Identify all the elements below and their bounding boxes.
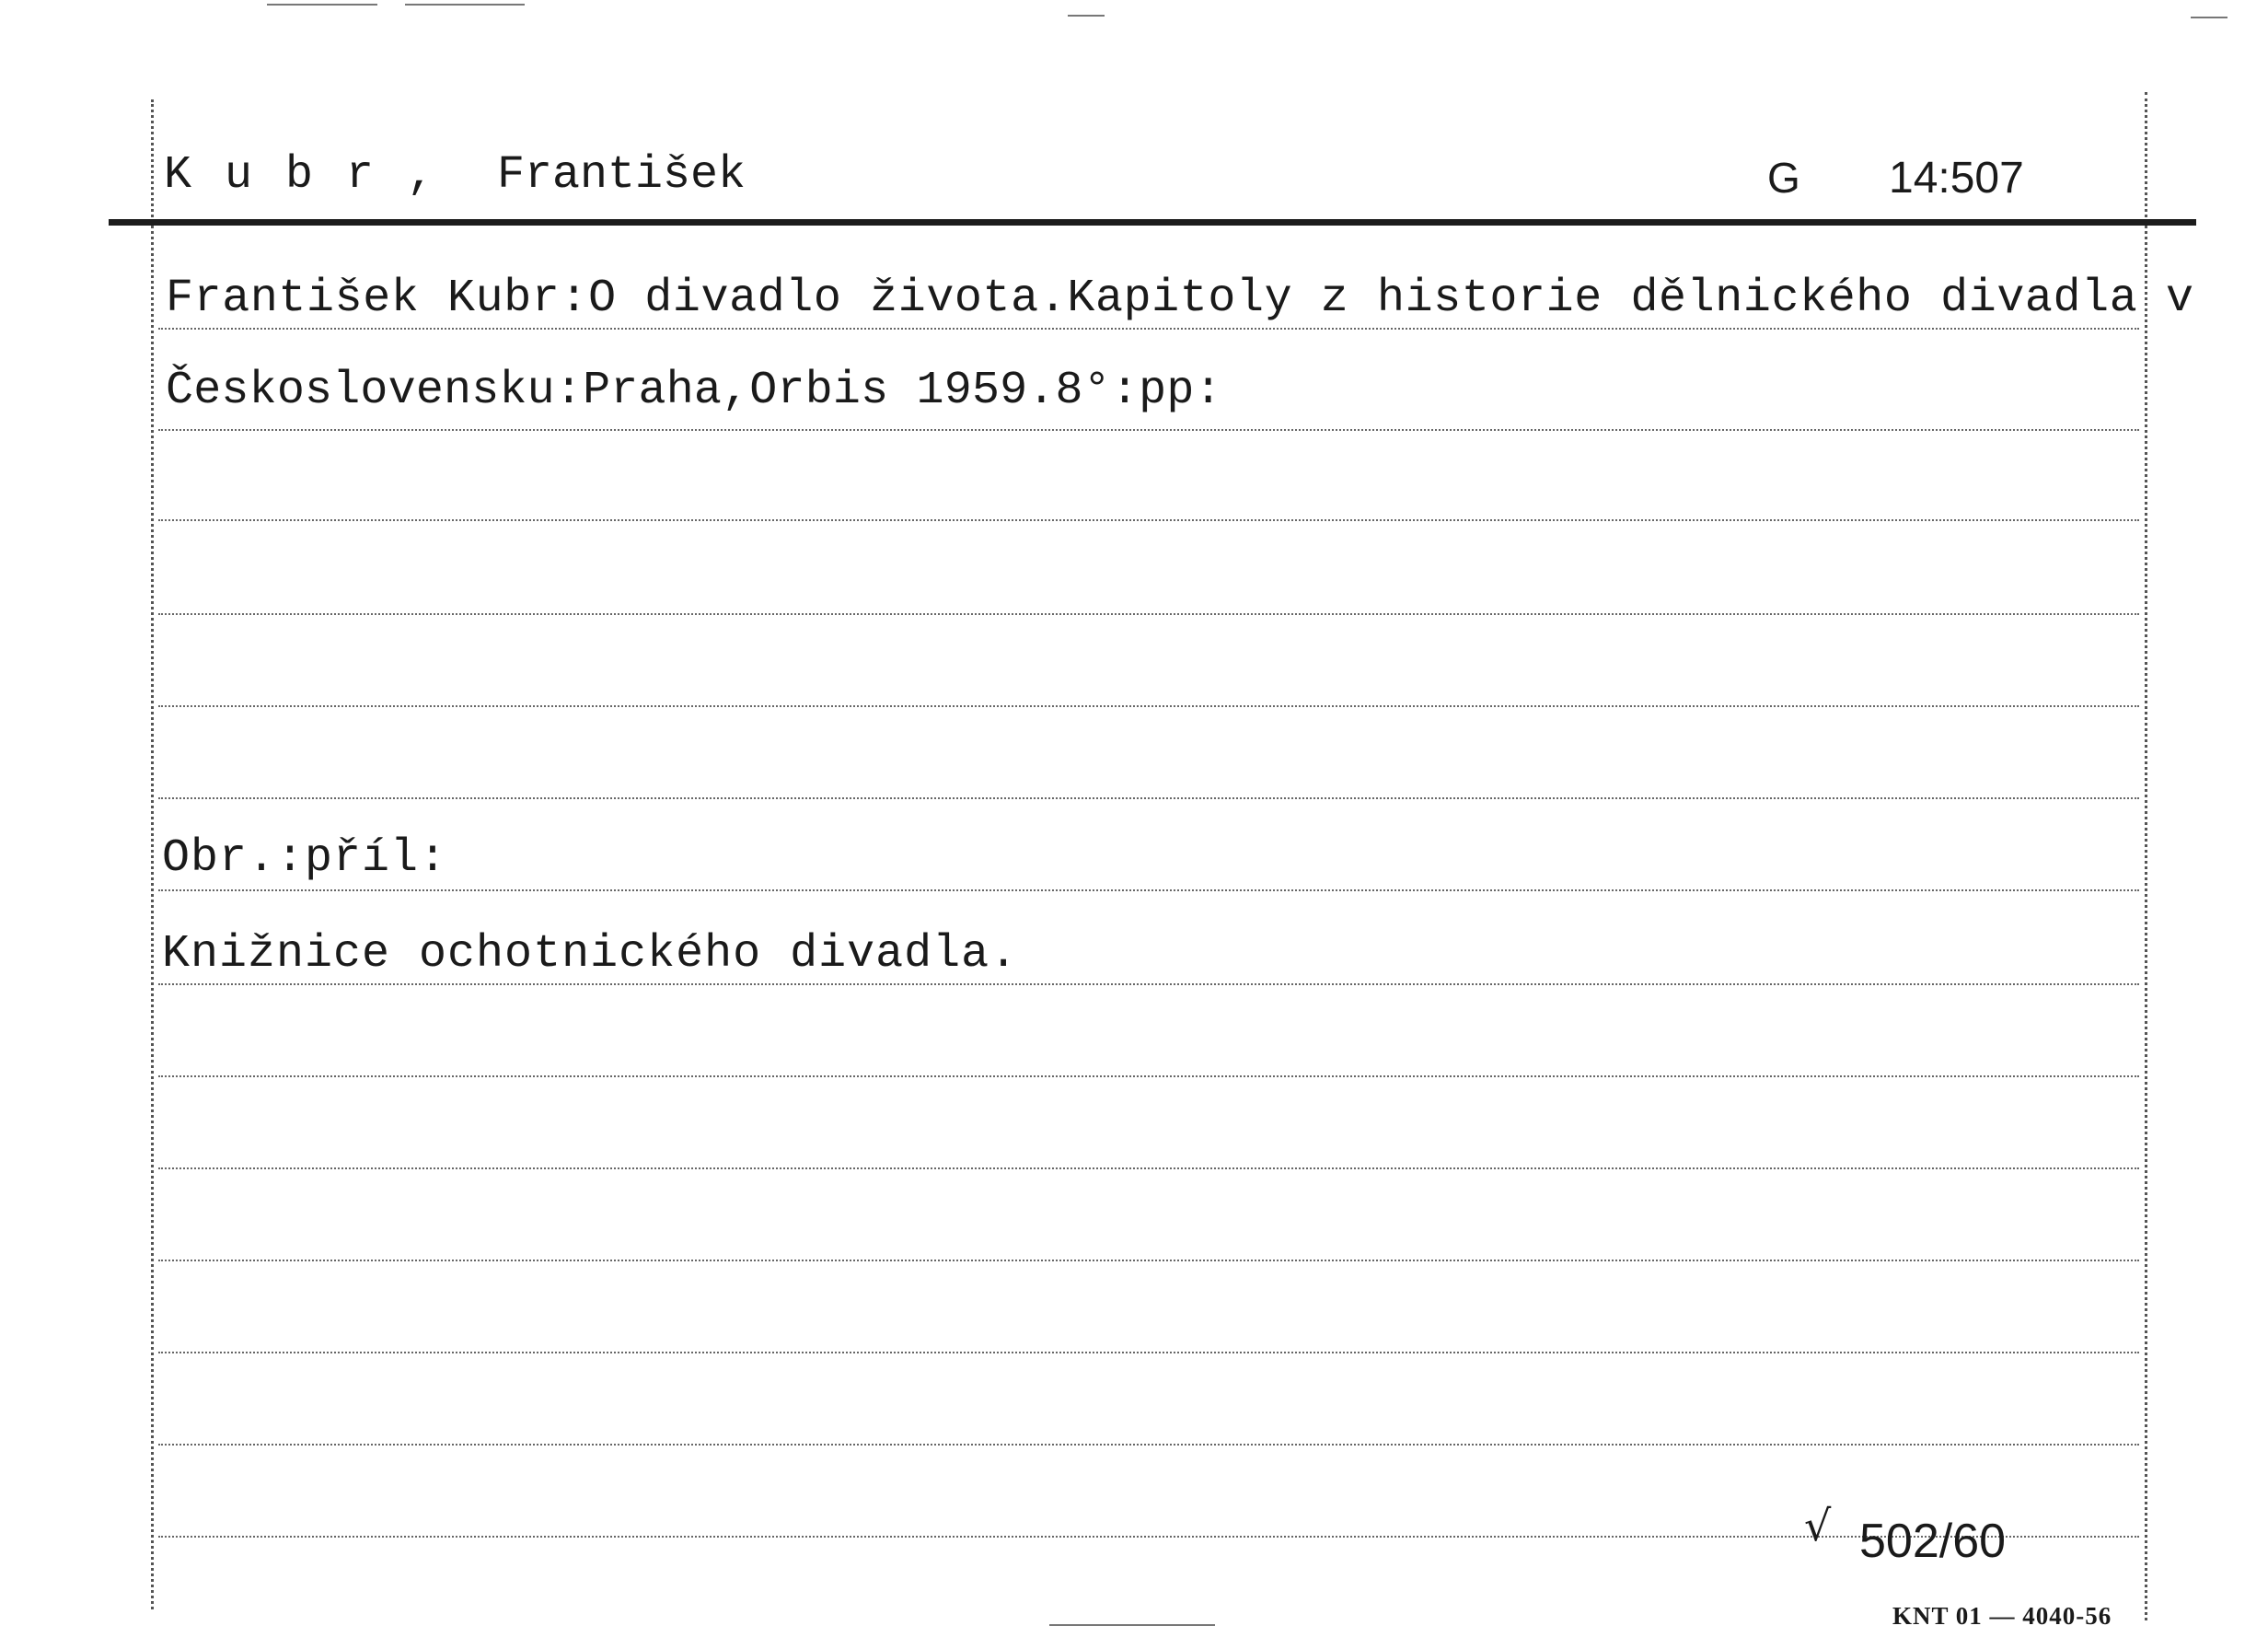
author-first-name: František [497,149,746,202]
ruled-line [158,1167,2139,1169]
scan-speck [405,4,525,6]
ruled-line [158,328,2139,330]
shelf-prefix: G [1767,154,1800,202]
ruled-line [158,519,2139,521]
scan-speck [1049,1624,1215,1626]
ruled-line [158,613,2139,615]
form-code: KNT 01 — 4040-56 [1892,1602,2112,1630]
accession-number: 502/60 [1859,1515,2007,1568]
left-margin-line [151,99,154,1609]
ruled-line [158,1075,2139,1077]
ruled-line [158,1352,2139,1353]
scan-speck [2191,17,2228,18]
entry-illustrations-line: Obr.:příl: [162,832,448,885]
check-mark: √ [1804,1501,1832,1550]
author-surname: K u b r , [164,149,438,202]
ruled-line [158,1260,2139,1261]
ruled-line [158,1444,2139,1446]
header-rule [109,219,2196,226]
entry-series-line: Knižnice ochotnického divadla. [162,928,1019,981]
ruled-line [158,889,2139,891]
ruled-line [158,705,2139,707]
scan-speck [1068,15,1105,17]
ruled-line [158,797,2139,799]
ruled-line [158,1536,2139,1538]
entry-title-line: František Kubr:O divadlo života.Kapitoly z historie dělnického divadla v [166,273,2194,325]
ruled-line [158,983,2139,985]
scan-speck [267,4,377,6]
entry-imprint-line: Československu:Praha,Orbis 1959.8°:pp: [166,365,1222,417]
shelf-number: 14:507 [1889,154,2024,203]
ruled-line [158,429,2139,431]
